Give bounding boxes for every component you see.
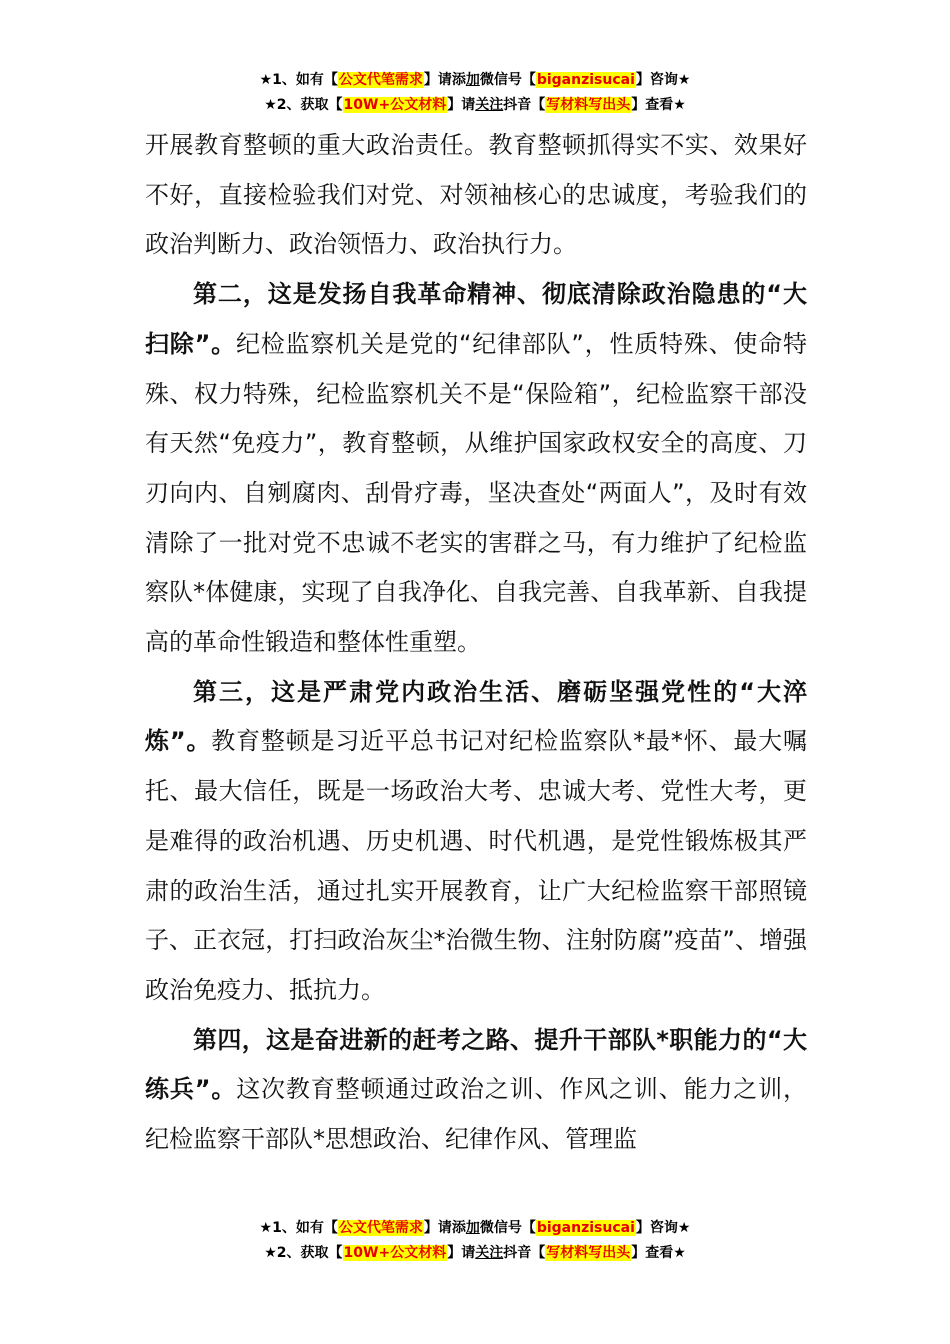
paragraph-1: 开展教育整顿的重大政治责任。教育整顿抓得实不实、效果好不好，直接检验我们对党、对领袖核心的忠诚度，考验我们的政治判断力、政治领悟力、政治执行力。 bbox=[145, 131, 807, 259]
highlight-service: 公文代笔需求 bbox=[338, 72, 423, 88]
promo-line-2: ★2、获取【10W+公文材料】请关注抖音【写材料写出头】查看★ bbox=[264, 1245, 686, 1261]
star-icon: ★ bbox=[677, 1220, 691, 1236]
highlight-materials: 10W+公文材料 bbox=[343, 97, 447, 113]
promo-banner-bottom bbox=[0, 1216, 950, 1266]
star-icon: ★ bbox=[673, 97, 686, 113]
document-body bbox=[145, 121, 807, 1165]
paragraph-2 bbox=[145, 270, 807, 668]
promo-line-1: ★1、如有【公文代笔需求】请添加微信号【biganzisucai】咨询★ bbox=[259, 72, 691, 88]
highlight-douyin-account: 写材料写出头 bbox=[546, 97, 631, 113]
paragraph-2-heading: 第二，这是发扬自我革命精神、彻底清除政治隐患的“大扫除”。 bbox=[145, 280, 807, 358]
highlight-douyin-account: 写材料写出头 bbox=[546, 1245, 631, 1261]
star-icon: ★ bbox=[259, 1220, 273, 1236]
paragraph-4-heading: 第四，这是奋进新的赶考之路、提升干部队*职能力的“大练兵”。 bbox=[145, 1025, 807, 1104]
paragraph-2-text: 纪检监察机关是党的“纪律部队”，性质特殊、使命特殊、权力特殊，纪检监察机关不是“保险箱”，纪检监察干部没有天然“免疫力”，教育整顿，从维护国家政权安全的高度、刀刃向内、自剜腐肉、刮骨疗毒，坚决查处“两面人”，及时有效清除了一批对党不忠诚不老实的害群之马，有力维护了纪检监察队*体健康，实现了自我净化、自我完善、自我革新、自我提高的革命性锻造和整体性重塑。 bbox=[145, 329, 807, 657]
paragraph-3 bbox=[145, 668, 807, 1016]
star-icon: ★ bbox=[264, 97, 277, 113]
star-icon: ★ bbox=[677, 72, 691, 88]
star-icon: ★ bbox=[673, 1245, 686, 1261]
highlight-materials: 10W+公文材料 bbox=[343, 1245, 447, 1261]
highlight-wechat-id: biganzisucai bbox=[536, 72, 635, 88]
promo-line-2: ★2、获取【10W+公文材料】请关注抖音【写材料写出头】查看★ bbox=[264, 97, 686, 113]
highlight-service: 公文代笔需求 bbox=[338, 1220, 423, 1236]
paragraph-4-text: 这次教育整顿通过政治之训、作风之训、能力之训，纪检监察干部队*思想政治、纪律作风、管理监 bbox=[145, 1075, 808, 1154]
promo-line-1: ★1、如有【公文代笔需求】请添加微信号【biganzisucai】咨询★ bbox=[259, 1220, 691, 1236]
paragraph-3-text: 教育整顿是习近平总书记对纪检监察队*最*怀、最大嘱托、最大信任，既是一场政治大考、忠诚大考、党性大考，更是难得的政治机遇、历史机遇、时代机遇，是党性锻炼极其严肃的政治生活，通过扎实开展教育，让广大纪检监察干部照镜子、正衣冠，打扫政治灰尘*治微生物、注射防腐”疫苗”、增强政治免疫力、抵抗力。 bbox=[145, 727, 807, 1004]
star-icon: ★ bbox=[259, 72, 273, 88]
promo-banner-top bbox=[0, 68, 950, 118]
highlight-wechat-id: biganzisucai bbox=[536, 1220, 635, 1236]
paragraph-3-heading: 第三，这是严肃党内政治生活、磨砺坚强党性的“大淬炼”。 bbox=[145, 677, 807, 756]
star-icon: ★ bbox=[264, 1245, 277, 1261]
paragraph-4 bbox=[145, 1016, 807, 1165]
